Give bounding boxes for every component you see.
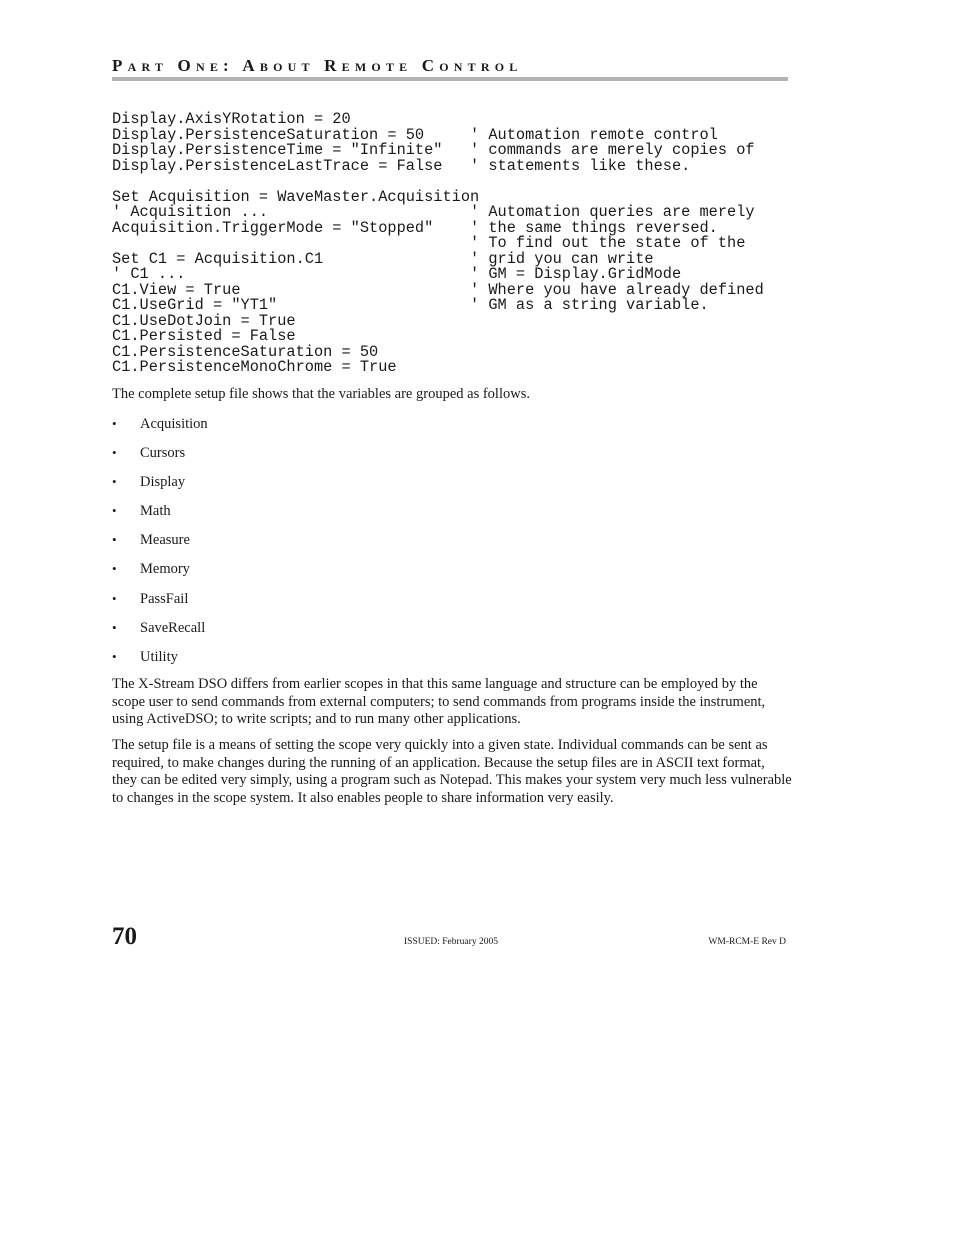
list-item-label: Math <box>140 503 171 520</box>
bullet-icon: • <box>112 590 117 606</box>
list-item-label: SaveRecall <box>140 619 206 636</box>
document-id: WM-RCM-E Rev D <box>708 937 786 947</box>
list-item-label: Acquisition <box>140 416 208 432</box>
bullet-icon: • <box>112 445 117 461</box>
bullet-icon: • <box>112 474 117 490</box>
list-item-label: Memory <box>140 561 190 578</box>
bullet-icon: • <box>112 648 117 664</box>
bullet-icon: • <box>112 416 117 431</box>
body-paragraph-xstream: The X-Stream DSO differs from earlier scopes in that this same language and structure can be employed by the scope user to send commands from external computers; to send commands from programs inside the instrument, using ActiveDSO; to write scripts; and to run many other applications. <box>112 676 766 727</box>
page-header-title: Part One: About Remote Control <box>112 56 523 75</box>
intro-paragraph: The complete setup file shows that the variables are grouped as follows. <box>112 386 530 402</box>
code-listing: Display.AxisYRotation = 20 Display.PersistenceSaturation = 50 ' Automation remote control Display.PersistenceTime = "Infinite" ' commands are merely copies of Display.PersistenceLastTrace = False ' statements like these. Set Acquisition = WaveMaster.Acquisition ' Acquisition ... ' Automation queries are merely Acquisition.TriggerMode = "Stopped" ' the same things reversed. ' To find out the state of the Set C1 = Acquisition.C1 ' grid you can write ' C1 ... ' GM = Display.GridMode C1.View = True ' Where you have already defined C1.UseGrid = "YT1" ' GM as a string variable. C1.UseDotJoin = True C1.Persisted = False C1.PersistenceSaturation = 50 C1.PersistenceMonoChrome = True <box>112 110 764 376</box>
list-item-label: Utility <box>140 648 178 665</box>
list-item-label: Cursors <box>140 445 186 462</box>
list-item-label: PassFail <box>140 590 189 607</box>
bullet-icon: • <box>112 503 117 519</box>
bullet-icon: • <box>112 561 117 577</box>
body-paragraph-setup-file: The setup file is a means of setting the scope very quickly into a given state. Individual commands can be sent as required, to make changes during the running of an application. Because the setup files are in ASCII text format, they can be edited very simply, using a program such as Notepad. This makes your system very much less vulnerable to changes in the scope system. It also enables people to share information very easily. <box>112 737 792 806</box>
list-item-label: Display <box>140 474 186 491</box>
page-header <box>112 56 788 81</box>
bullet-icon: • <box>112 532 117 548</box>
list-item-label: Measure <box>140 532 190 549</box>
page-number: 70 <box>112 923 137 950</box>
bullet-icon: • <box>112 619 117 635</box>
issued-date: ISSUED: February 2005 <box>404 937 498 947</box>
header-divider <box>112 77 788 81</box>
